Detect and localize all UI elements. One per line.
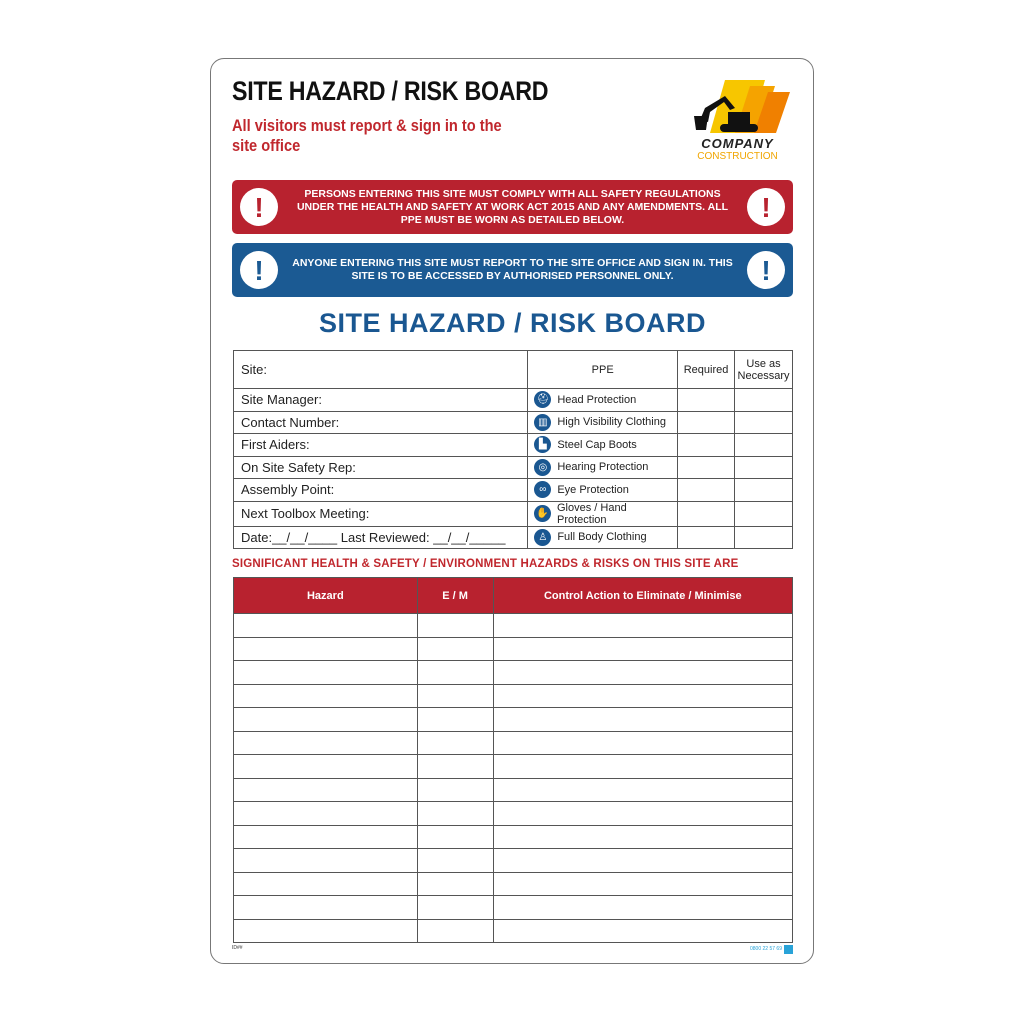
- info-label: Date:__/__/____ Last Reviewed: __/__/_____: [234, 526, 528, 549]
- site-info-table: [233, 350, 793, 549]
- info-label: Next Toolbox Meeting:: [234, 501, 528, 526]
- exclamation-icon: !: [240, 188, 278, 226]
- hazard-cell[interactable]: [234, 684, 418, 708]
- info-row: [234, 411, 793, 434]
- sign-in-banner: [232, 243, 793, 297]
- control-cell[interactable]: [493, 872, 792, 896]
- hazard-cell[interactable]: [234, 708, 418, 732]
- hazard-cell[interactable]: [234, 778, 418, 802]
- em-cell[interactable]: [417, 661, 493, 685]
- hazard-row: [234, 708, 793, 732]
- hazard-row: [234, 661, 793, 685]
- ppe-header: PPE: [528, 351, 678, 389]
- footer-phone: 0800 22 57 69: [750, 946, 782, 952]
- hazard-row: [234, 614, 793, 638]
- em-cell[interactable]: [417, 896, 493, 920]
- info-row: [234, 456, 793, 479]
- exclamation-icon: !: [747, 251, 785, 289]
- em-cell[interactable]: [417, 731, 493, 755]
- info-label: On Site Safety Rep:: [234, 456, 528, 479]
- hazard-row: [234, 802, 793, 826]
- use-as-necessary-cell[interactable]: [735, 479, 793, 502]
- coverall-icon: ♙: [534, 529, 551, 546]
- goggles-icon: ∞: [534, 481, 551, 498]
- banner-text: ANYONE ENTERING THIS SITE MUST REPORT TO THE SITE OFFICE AND SIGN IN. THIS SITE IS TO BE ACCESSED BY AUTHORISED PERSONNEL ONLY.: [292, 257, 733, 282]
- hi-vis-vest-icon: ▥: [534, 414, 551, 431]
- em-cell[interactable]: [417, 755, 493, 779]
- hazard-row: [234, 778, 793, 802]
- safety-compliance-banner: [232, 180, 793, 234]
- ppe-label: High Visibility Clothing: [557, 416, 666, 429]
- board-title: SITE HAZARD / RISK BOARD: [232, 76, 549, 106]
- hazard-row: [234, 919, 793, 943]
- control-cell[interactable]: [493, 684, 792, 708]
- exclamation-icon: !: [240, 251, 278, 289]
- ppe-label: Full Body Clothing: [557, 531, 647, 544]
- required-cell[interactable]: [678, 434, 735, 457]
- hazard-row: [234, 755, 793, 779]
- banner-text: PERSONS ENTERING THIS SITE MUST COMPLY WITH ALL SAFETY REGULATIONS UNDER THE HEALTH AND SAFETY AT WORK ACT 2015 AND ANY AMENDMENTS. ALL PPE MUST BE WORN AS DETAILED BELOW.: [296, 187, 729, 226]
- required-cell[interactable]: [678, 526, 735, 549]
- use-as-necessary-cell[interactable]: [735, 456, 793, 479]
- control-cell[interactable]: [493, 637, 792, 661]
- site-label: Site:: [234, 351, 528, 389]
- product-code: ID##: [232, 945, 243, 951]
- hazard-cell[interactable]: [234, 802, 418, 826]
- company-logo: [680, 78, 795, 163]
- hazard-row: [234, 849, 793, 873]
- em-cell[interactable]: [417, 684, 493, 708]
- hazard-cell[interactable]: [234, 755, 418, 779]
- excavator-logo-icon: [680, 78, 795, 138]
- exclamation-icon: !: [747, 188, 785, 226]
- use-as-necessary-cell[interactable]: [735, 501, 793, 526]
- hazard-cell[interactable]: [234, 614, 418, 638]
- control-cell[interactable]: [493, 849, 792, 873]
- hazard-row: [234, 872, 793, 896]
- em-cell[interactable]: [417, 919, 493, 943]
- boot-icon: ▙: [534, 436, 551, 453]
- em-cell[interactable]: [417, 825, 493, 849]
- hazard-cell[interactable]: [234, 637, 418, 661]
- required-cell[interactable]: [678, 479, 735, 502]
- hazard-col-header: Hazard: [234, 578, 418, 614]
- hazard-cell[interactable]: [234, 919, 418, 943]
- control-cell[interactable]: [493, 778, 792, 802]
- hazard-cell[interactable]: [234, 825, 418, 849]
- ppe-label: Eye Protection: [557, 483, 629, 496]
- required-cell[interactable]: [678, 411, 735, 434]
- control-col-header: Control Action to Eliminate / Minimise: [493, 578, 792, 614]
- info-row: [234, 479, 793, 502]
- em-cell[interactable]: [417, 637, 493, 661]
- required-header: Required: [678, 351, 735, 389]
- logo-tagline: CONSTRUCTION: [697, 151, 778, 162]
- required-cell[interactable]: [678, 501, 735, 526]
- control-cell[interactable]: [493, 661, 792, 685]
- em-cell[interactable]: [417, 778, 493, 802]
- ppe-label: Head Protection: [557, 393, 637, 406]
- info-label: Contact Number:: [234, 411, 528, 434]
- control-cell[interactable]: [493, 919, 792, 943]
- hazard-row: [234, 825, 793, 849]
- em-col-header: E / M: [417, 578, 493, 614]
- em-cell[interactable]: [417, 614, 493, 638]
- control-cell[interactable]: [493, 614, 792, 638]
- info-row: [234, 434, 793, 457]
- info-label: Site Manager:: [234, 389, 528, 412]
- ppe-label: Steel Cap Boots: [557, 438, 637, 451]
- use-as-necessary-cell[interactable]: [735, 434, 793, 457]
- glove-icon: ✋: [534, 505, 551, 522]
- hard-hat-icon: ⛑: [534, 391, 551, 408]
- board-subtitle: All visitors must report & sign in to the site office: [232, 116, 502, 155]
- hazard-cell[interactable]: [234, 849, 418, 873]
- hazard-row: [234, 637, 793, 661]
- control-cell[interactable]: [493, 802, 792, 826]
- hazard-row: [234, 896, 793, 920]
- ppe-label: Gloves / Hand Protection: [557, 501, 627, 526]
- info-label: Assembly Point:: [234, 479, 528, 502]
- control-cell[interactable]: [493, 896, 792, 920]
- footer-brand-mark: [784, 945, 793, 954]
- info-row: [234, 526, 793, 549]
- control-cell[interactable]: [493, 731, 792, 755]
- use-as-necessary-cell[interactable]: [735, 389, 793, 412]
- hazard-row: [234, 731, 793, 755]
- info-row: [234, 389, 793, 412]
- info-label: First Aiders:: [234, 434, 528, 457]
- control-cell[interactable]: [493, 708, 792, 732]
- hazards-heading: SIGNIFICANT HEALTH & SAFETY / ENVIRONMENT HAZARDS & RISKS ON THIS SITE ARE: [232, 558, 739, 570]
- info-row: [234, 501, 793, 526]
- use-as-necessary-cell[interactable]: [735, 526, 793, 549]
- hazard-cell[interactable]: [234, 661, 418, 685]
- hazard-cell[interactable]: [234, 896, 418, 920]
- main-title: SITE HAZARD / RISK BOARD: [318, 308, 706, 338]
- required-cell[interactable]: [678, 389, 735, 412]
- em-cell[interactable]: [417, 802, 493, 826]
- hazard-row: [234, 684, 793, 708]
- control-cell[interactable]: [493, 825, 792, 849]
- hazard-table: [233, 577, 793, 943]
- ppe-label: Hearing Protection: [557, 461, 649, 474]
- control-cell[interactable]: [493, 755, 792, 779]
- em-cell[interactable]: [417, 849, 493, 873]
- em-cell[interactable]: [417, 708, 493, 732]
- hazard-cell[interactable]: [234, 872, 418, 896]
- required-cell[interactable]: [678, 456, 735, 479]
- use-as-necessary-header: Use as Necessary: [735, 351, 793, 389]
- use-as-necessary-cell[interactable]: [735, 411, 793, 434]
- em-cell[interactable]: [417, 872, 493, 896]
- ear-muffs-icon: ◎: [534, 459, 551, 476]
- hazard-cell[interactable]: [234, 731, 418, 755]
- logo-company-name: COMPANY: [701, 136, 774, 151]
